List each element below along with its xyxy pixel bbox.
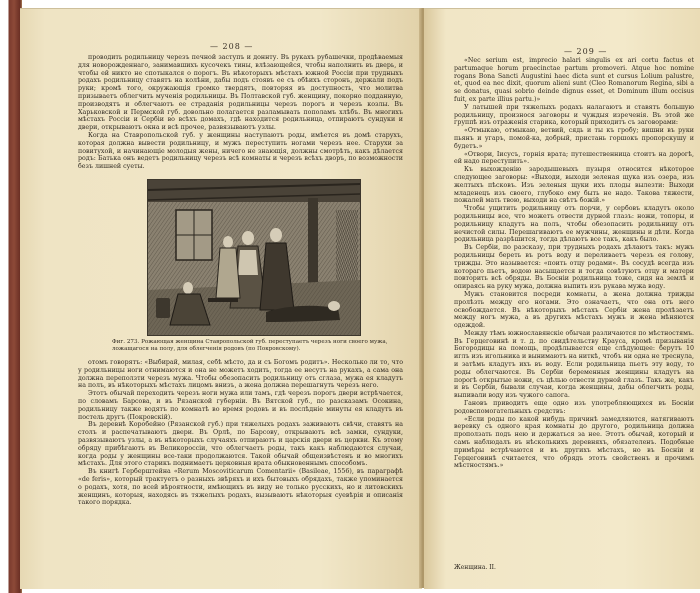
paragraph: Къ выхожденію зародышевыхъ пузыря относится нѣкоторое следующее заговоры: «Выходи, выходи зеленая щука изъ озера, изъ желтыхъ пѣсковъ. Изъ зеленыя щуки ихъ плоды вылезти: Выходи младенецъ изъ своего, глубоко ему быть не надо. Такова тяжести, пожалей мать твою, выходи на свѣтъ божій.»	[454, 166, 694, 205]
right-text	[454, 57, 694, 557]
paragraph: Мужъ становится посреди комнаты, а жена должна трижды пролѣзть между его ногами. Это означаетъ, что она отъ него освобождается. Въ нѣкоторыхъ мѣстахъ Сербіи жена пролѣзаетъ между ногъ мужа, а въ другихъ мѣстахъ мужъ и жена мѣняются одеждой.	[454, 290, 694, 330]
open-book	[20, 8, 700, 588]
paragraph: Чтобы ущитить родильницу отъ порчи, у сербовъ кладутъ около родильницы все, что можетъ отвести дурной глазъ: ножи, топоры, и родильницу кладутъ на полъ, чтобы обезопасить родильницу отъ нечистой силы. Перешагиваютъ ее мужчины, женщины и дѣти. Когда родильница разрѣшится, тогда дѣлаютъ все такъ, какъ было.	[454, 205, 694, 244]
page-number: — 208 —	[210, 42, 254, 51]
engraving-illustration	[147, 179, 361, 336]
paragraph: «Nec serium est, imprecio halari singulis ex ari cortu factus et partumaque horum praecinctae partum promoveri. Atque hoc nomine rogans Bona Sancti Augustini haec dicta sunt et cursus Lolium palustre, et, quod ea nec dixit, quorum alieni sunt (Cleo Romanorum Regina, sibi a se donatus, quasi sobrio deinde dignus esset, et Dominum illum occisus fuit, ex parte illius partu.)»	[454, 57, 694, 103]
page-number: — 209 —	[564, 47, 608, 56]
paragraph: Гановъ приводитъ еще одно изъ употребляющихся въ Босніи родовспомогательныхъ средствъ:	[454, 400, 694, 415]
paragraph: Въ книгѣ Герберштейна «Rerum Moscoviticarum Comentarii» (Basileae, 1556), въ параграфѣ «de feris», который трактуетъ о разныхъ звѣряхъ и ихъ бытовыхъ обрядахъ, также упоминается о родахъ, хотя, по всей вѣроятности, имѣющихъ въ виду не только русскихъ, но и литовскихъ женщинъ, которыя, находясь въ тяжелыхъ родахъ, вызываютъ нѣкоторыя суевѣрія и описанія такого порядка.	[78, 468, 403, 507]
paragraph: «Отвори, Іисусъ, горнія врата; путешественница стоитъ на дорогѣ, ей надо переступить».	[454, 150, 694, 166]
paragraph: Въ Сербіи, по разсказу, при трудныхъ родахъ дѣлаютъ такъ: мужъ родильницы береть въ ротъ воду и переливаетъ черезъ ея голову, трижды. Это называется: «поить отцу родами». Въ сосудѣ всегда изъ котораго пьетъ, водою насыщается и тогда совѣтуютъ отцу и матери повторить всѣ обряды. Въ Босніи родильница тоже, сидя на землѣ и опираясь на руку мужа, должна выпить изъ рукава мужа воду.	[454, 244, 694, 291]
right-page	[424, 8, 700, 589]
birth-scene-engraving	[148, 180, 360, 335]
left-top-text	[78, 54, 403, 174]
paragraph: «Отмыкаю, отмыкаю, ветвий, сядь и ты къ гробу; вишни въ руки пьянъ и угаръ, помой-ка, добрый, пристань горшокъ пропорскушу и будетъ.»	[454, 127, 694, 150]
book-spine-left	[0, 0, 22, 593]
paragraph: «Если роды по какой нибудь причинѣ замедляются, натягиваютъ веревку съ одного края комнаты до другого, родильница должна проползать подъ нею и держаться за нее. Этотъ обычай, который и самъ наблюдалъ въ нѣсколькихъ деревняхъ, обязателенъ. Подобные примѣры встрѣчаются и въ другихъ мѣстахъ, но въ Босніи и Герцеговинѣ считается, что обрядъ этотъ свойственъ и прочимъ мѣстностямъ.»	[454, 415, 694, 470]
paragraph: отомъ говорятъ: «Выбирай, милая, себѣ мѣсто, да и съ Богомъ родитъ». Несколько ли то, что у родильницы ноги отнимаются и она не можетъ ходить, тогда ее несутъ на рукахъ, а сама она должна переползти черезъ мужа. Чтобы обезопасить родильницу отъ сглаза, мужа ея кладутъ на полъ, въ нѣкоторыхъ мѣстахъ лицомъ внизъ, а жена должна перешагнуть черезъ него.	[78, 359, 403, 390]
page-footer: Женщина. II.	[454, 564, 496, 571]
paragraph: Между тѣмъ южнославянскіе обычаи различаются по мѣстностямъ. Въ Герцеговинѣ и т. д. по свидѣтельству Крауса, кромѣ призыванія Богородицы на помощь, продѣлывается еще слѣдующее: берутъ 10 иглъ изъ игольника и вынимаютъ на ниткѣ, чтобъ ни одна не треснула, и затѣмъ кладутъ ихъ въ воду. Если родильница пьетъ эту воду, то роды облегчаются. Въ Сербіи беременныя женщины кладутъ на порогѣ открытые ножи, съ цѣлью отвести дурной глазъ. Такъ же, какъ и въ Сербіи, бывали случаи, когда женщины, дабы облегчить роды, выпивали воду изъ чужого сапога.	[454, 329, 694, 400]
left-bottom-text	[78, 359, 403, 569]
figure-caption: Фиг. 273. Рожающая женщина Ставропольской губ. переступаетъ черезъ ноги своего мужа, ложащагося на полу, для облегченія родовъ (по Покровскому).	[112, 339, 388, 352]
paragraph: Этотъ обычай переходить черезъ ноги мужа или тамъ, гдѣ черезъ порогъ двери встрѣчается, по словамъ Барсова, и въ Рязанской губерніи. Въ Вятской губ., по разсказамъ Осокина, родильницу также водятъ по комнатѣ во время родовъ и въ послѣдніе минуты ея кладутъ въ постель другъ (Покровскій).	[78, 390, 403, 421]
paragraph: проводить родильницу черезъ печной заступъ и доннту. Въ рукахъ рубашечки, продѣваемыя для новорожденнаго, занимавшихъ кусочекъ тины, влѣзающейся, чтобы наполнить въ дверь, и чтобы ей никто не спотыкался о порогъ. Въ нѣкоторыхъ мѣстахъ южной Россіи при трудныхъ родахъ родильницу ставятъ на колѣни, дабы подъ стоявъ ее съ обѣихъ сторонъ, держали подъ руки; кромѣ того, окружающія громко твердятъ, повторяя въ доступность, что молитва призываетъ облегчить мученія родильницы. Въ Полтавской губ. женщину, покорно подданную, производятъ и облегчаютъ ее страданія родильницы черезъ порогъ и черезъ козлы. Въ Харьковской и Пермской губ. довольно полагается разламывать пополамъ хлѣбъ. Въ многихъ мѣстахъ Россіи и Сербіи во всѣхъ домахъ, гдѣ находится родильница, отпираютъ сундуки и двери, открываютъ окна и всѣ прочее, развязываютъ узлы.	[78, 54, 403, 132]
left-page	[20, 8, 422, 589]
paragraph: Въ деревнѣ Коробейно (Рязанской губ.) при тяжелыхъ родахъ заживаютъ свѣчи, ставятъ на столъ и распечатываютъ двери. Въ Орлѣ, по Барсову, открываютъ всѣ замки, сундуки, развязываютъ узлы, а въ нѣкоторыхъ случаяхъ отпираютъ и царскія двери въ церкви. Къ этому обряду прибѣгаютъ въ Великороссіи, что облегчаетъ роды, такъ какъ наблюдаются случаи, когда роды у женщины все-таки продолжаются. Такой обычай общеизвѣстенъ и во многихъ мѣстахъ. Для этого старикъ поднимаетъ церковныя врата обыкновеннымъ способомъ.	[78, 421, 403, 468]
paragraph: У латышей при тяжелыхъ родахъ налагаютъ и ставятъ большую родильницу, произнося заговоры и чуждыя изреченія. Въ этой же группѣ изъ отраженія старика, который приходитъ съ заговорами:	[454, 103, 694, 127]
paragraph: Когда на Ставропольской губ. у женщины наступаютъ роды, имѣется въ домѣ старухъ, которая должна вывести родильницу, и мужъ переступить ногами черезъ нее. Старухи за повитухой, и начинающіе молодыя жены, ничего не знающія, должны смотрѣть, какъ дѣлается родъ: Батька онъ ведетъ родильницу черезъ всѣ комнаты и черезъ всѣхъ дворъ, по возможности безъ лишней суеты.	[78, 131, 403, 171]
